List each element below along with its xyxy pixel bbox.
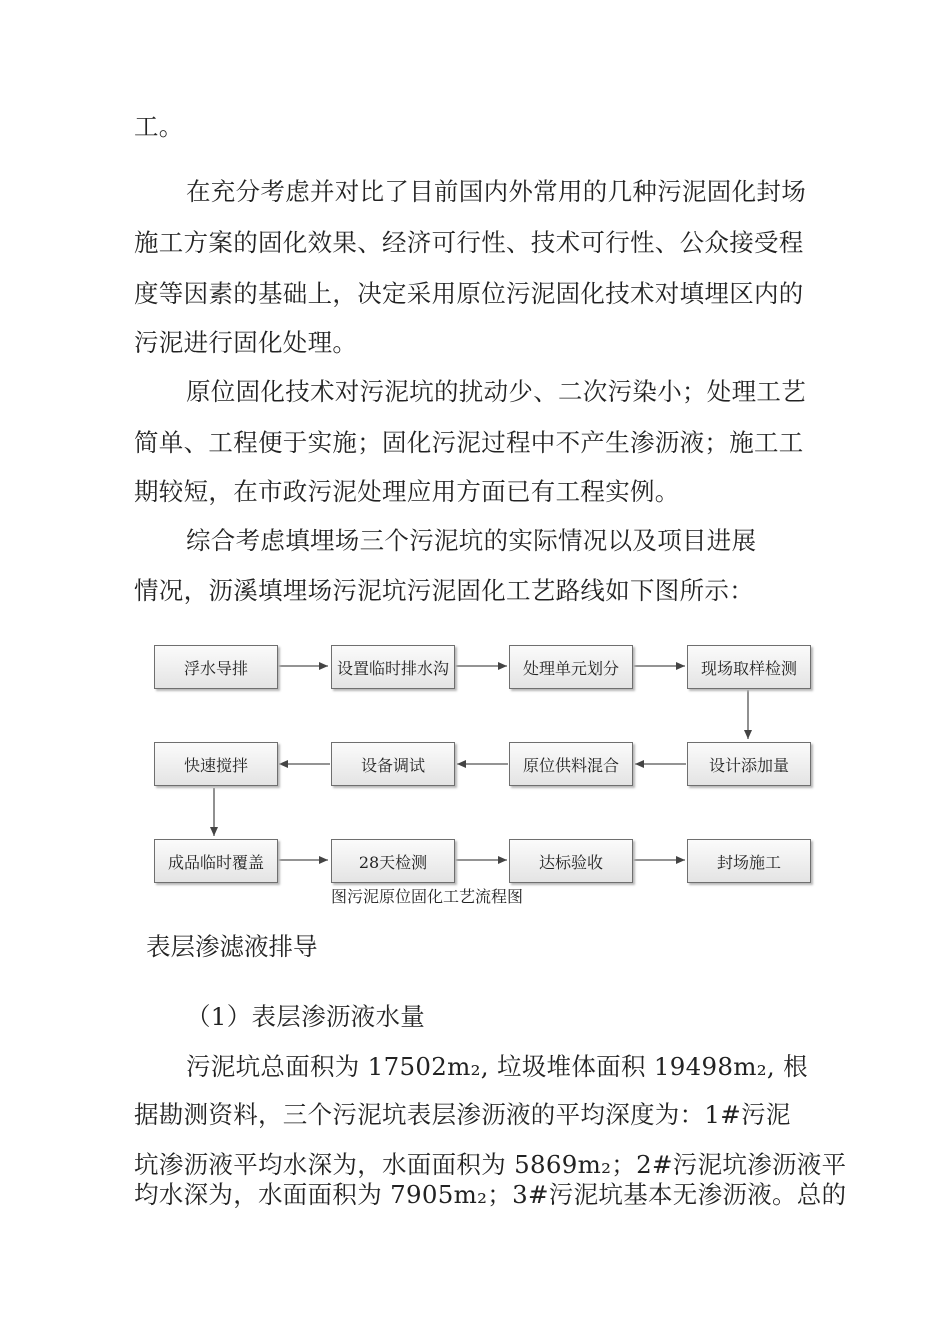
flow-step: 快速搅拌 xyxy=(154,742,278,786)
text-line: 简单、工程便于实施；固化污泥过程中不产生渗沥液；施工工 xyxy=(134,428,804,457)
text-line: 度等因素的基础上，决定采用原位污泥固化技术对填埋区内的 xyxy=(134,279,804,308)
text-line: 综合考虑填埋场三个污泥坑的实际情况以及项目进展 xyxy=(186,526,757,555)
flow-step: 设备调试 xyxy=(331,742,455,786)
text-line: 在充分考虑并对比了目前国内外常用的几种污泥固化封场 xyxy=(186,177,806,206)
text-line: 均水深为，水面面积为 7905m₂；3#污泥坑基本无渗沥液。总的 xyxy=(134,1180,847,1209)
text-line: 施工方案的固化效果、经济可行性、技术可行性、公众接受程 xyxy=(134,228,804,257)
flow-step: 成品临时覆盖 xyxy=(154,839,278,883)
subsection-title: （1）表层渗沥液水量 xyxy=(186,1002,426,1031)
flow-step: 28天检测 xyxy=(331,839,455,883)
text-line: 期较短，在市政污泥处理应用方面已有工程实例。 xyxy=(134,477,680,506)
flow-step: 达标验收 xyxy=(509,839,633,883)
text-line: 情况，沥溪填埋场污泥坑污泥固化工艺路线如下图所示： xyxy=(134,576,754,605)
flow-step: 现场取样检测 xyxy=(687,645,811,689)
flow-step: 浮水导排 xyxy=(154,645,278,689)
section-heading: 表层渗滤液排导 xyxy=(146,932,318,961)
text-line: 污泥进行固化处理。 xyxy=(134,328,358,357)
flow-step: 设计添加量 xyxy=(687,742,811,786)
text-line: 据勘测资料，三个污泥坑表层渗沥液的平均深度为：1#污泥 xyxy=(134,1100,791,1129)
flow-step: 处理单元划分 xyxy=(509,645,633,689)
text-line: 原位固化技术对污泥坑的扰动少、二次污染小；处理工艺 xyxy=(186,377,806,406)
flow-step: 设置临时排水沟 xyxy=(331,645,455,689)
flow-step: 封场施工 xyxy=(687,839,811,883)
flow-step: 原位供料混合 xyxy=(509,742,633,786)
text-line: 工。 xyxy=(134,112,184,141)
figure-caption: 图污泥原位固化工艺流程图 xyxy=(331,887,524,906)
text-line: 污泥坑总面积为 17502m₂, 垃圾堆体面积 19498m₂, 根 xyxy=(186,1052,808,1081)
text-line: 坑渗沥液平均水深为，水面面积为 5869m₂；2#污泥坑渗沥液平 xyxy=(134,1150,847,1179)
